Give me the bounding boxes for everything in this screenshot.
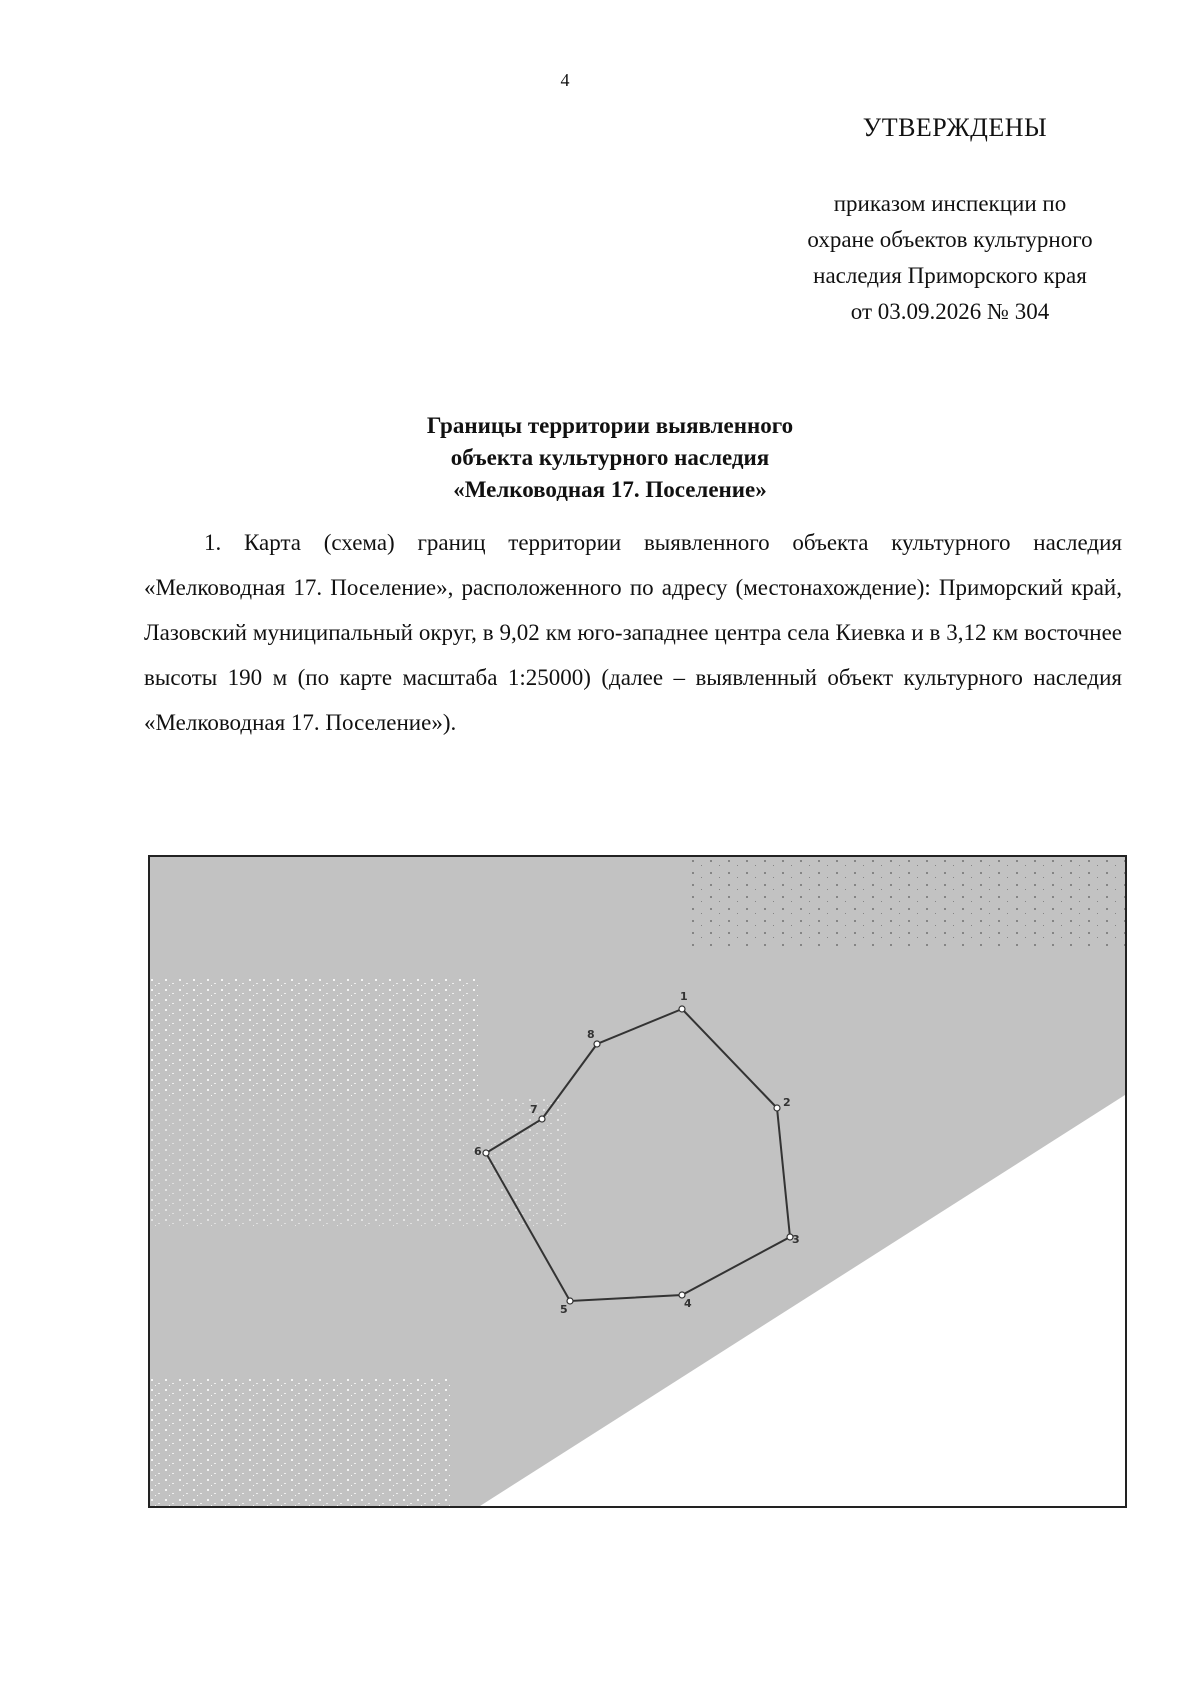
boundary-vertex-label: 1 [680, 990, 688, 1003]
boundary-vertex-label: 7 [530, 1103, 538, 1116]
boundary-map [148, 855, 1127, 1508]
land-texture [690, 857, 1125, 947]
boundary-vertex-5 [567, 1298, 573, 1304]
boundary-vertex-label: 5 [560, 1303, 568, 1316]
boundary-vertex-label: 6 [474, 1145, 482, 1158]
page-number: 4 [560, 70, 570, 90]
approval-line: охране объектов культурного [807, 227, 1093, 252]
land-texture [150, 1097, 570, 1227]
boundary-vertex-2 [774, 1105, 780, 1111]
document-title-line: «Мелководная 17. Поселение» [453, 477, 767, 502]
document-title-line: объекта культурного наследия [450, 445, 770, 470]
boundary-vertex-7 [539, 1116, 545, 1122]
boundary-vertex-1 [679, 1006, 685, 1012]
map-description-paragraph: 1. Карта (схема) границ территории выявленного объекта культурного наследия «Мелководная 17. Поселение», расположенного по адресу (местонахождение): Приморский край, Лазовский муниципальный округ, в 9,02 км юго-западнее центра села Киевка и в 3,12 км восточнее высоты 190 м (по карте масштаба 1:25000) (далее – выявленный объект культурного наследия «Мелководная 17. Поселение»). [144, 530, 1122, 735]
land-texture [150, 977, 480, 1097]
boundary-vertex-label: 3 [792, 1233, 800, 1246]
boundary-vertex-label: 4 [684, 1297, 692, 1310]
approval-block [760, 108, 1140, 330]
land-texture [150, 1377, 450, 1506]
document-title-line: Границы территории выявленного [426, 413, 794, 438]
boundary-map-canvas [150, 857, 1125, 1506]
boundary-vertex-6 [483, 1150, 489, 1156]
approval-title: УТВЕРЖДЕНЫ [862, 113, 1048, 142]
boundary-vertex-8 [594, 1041, 600, 1047]
document-title [300, 410, 920, 506]
approval-order-reference [760, 186, 1140, 330]
approval-line: от 03.09.2026 № 304 [850, 299, 1050, 324]
boundary-vertex-label: 2 [783, 1096, 791, 1109]
approval-line: наследия Приморского края [813, 263, 1087, 288]
boundary-vertex-label: 8 [587, 1028, 595, 1041]
approval-line: приказом инспекции по [833, 191, 1067, 216]
